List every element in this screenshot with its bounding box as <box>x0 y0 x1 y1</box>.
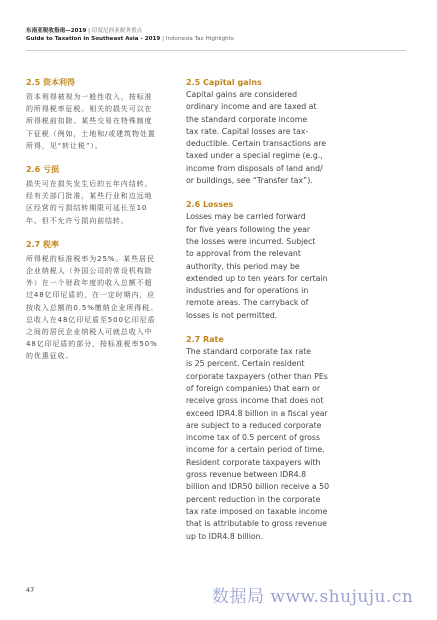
paragraph-line: extended up to ten years for certain <box>186 273 328 283</box>
paragraph-line: 的优惠征收。 <box>26 352 74 361</box>
paragraph-line: up to IDR4.8 billion. <box>186 531 264 541</box>
paragraph-line: income from disposals of land and/ <box>186 163 323 173</box>
paragraph-line: are subject to a reduced corporate <box>186 420 322 430</box>
paragraph-line: 损失可在损失发生后的五年内结转。 <box>26 180 153 189</box>
paragraph-line: Losses may be carried forward <box>186 212 306 222</box>
header-english-line: Guide to Taxation in Southeast Asia - 2019 | Indonesia Tax Highlights <box>26 36 234 42</box>
paragraph-line: 年。但不允许亏损向前结转。 <box>26 216 129 225</box>
paragraph-line: 的所得税率征税。相关的损失可以在 <box>26 105 153 114</box>
paragraph-line: tax rate imposed on taxable income <box>186 506 328 516</box>
paragraph-line: or buildings, see “Transfer tax”). <box>186 176 313 186</box>
paragraph-line: industries and for operations in <box>186 286 309 296</box>
paragraph-line: losses is not permitted. <box>186 310 278 320</box>
english-column <box>186 78 338 543</box>
header-chinese-line: 东南亚税收指南—2019 | 印度尼西亚税务重点 <box>26 28 143 34</box>
paragraph-line: Capital gains are considered <box>186 90 298 99</box>
paragraph-line: gross revenue between IDR4.8 <box>186 470 307 480</box>
paragraph-line: ordinary income and are taxed at <box>186 102 317 112</box>
section-capital-gains-en <box>186 78 338 187</box>
paragraph-line: 所得，见“转让税”）。 <box>26 141 103 150</box>
watermark: 数据局 www.shujuju.cn <box>212 587 414 607</box>
paragraph-line: exceed IDR4.8 billion in a fiscal year <box>186 408 328 418</box>
section-title: 2.6 Losses <box>186 200 234 210</box>
section-rate-zh <box>26 240 176 363</box>
paragraph-line: The standard corporate tax rate <box>186 347 312 357</box>
paragraph-line: for five years following the year <box>186 224 311 234</box>
header-en-subtitle: Indonesia Tax Highlights <box>165 36 234 42</box>
paragraph-line: 企业纳税人（外国公司的常设机构除 <box>26 267 153 276</box>
section-title: 2.6 亏损 <box>26 165 59 175</box>
paragraph-line: remote areas. The carryback of <box>186 298 309 308</box>
paragraph-line: receive gross income that does not <box>186 396 324 406</box>
paragraph-line: billion and IDR50 billion receive a 50 <box>186 482 330 492</box>
paragraph-line: 经有关部门批准，某些行业和边远地 <box>26 192 153 201</box>
paragraph-line: the standard corporate income <box>186 114 308 124</box>
paragraph-line: 下征税（例如，土地和/或建筑物处置 <box>26 129 156 138</box>
paragraph-line: income for a certain period of time. <box>186 445 325 455</box>
paragraph-line: 所得税的标准税率为25%。某些居民 <box>26 254 155 263</box>
section-losses-zh <box>26 165 176 227</box>
paragraph-line: 48亿印尼盾的部分，按标准税率50% <box>26 340 158 349</box>
header-en-title: Guide to Taxation in Southeast Asia - 2019 <box>26 36 161 42</box>
section-losses-en <box>186 200 338 322</box>
page-header <box>26 27 416 43</box>
section-title: 2.5 Capital gains <box>186 78 262 87</box>
paragraph-line: deductible. Certain transactions are <box>186 139 327 149</box>
paragraph-line: taxed under a special regime (e.g., <box>186 151 323 161</box>
chinese-column <box>26 78 176 363</box>
paragraph-line: 区经营的亏损结转期限可延长至10 <box>26 204 148 213</box>
paragraph-line: that is attributable to gross revenue <box>186 519 327 529</box>
paragraph-line: tax rate. Capital losses are tax- <box>186 126 309 136</box>
paragraph-line: Resident corporate taxpayers with <box>186 457 321 467</box>
paragraph-line: 按收入总额的0.5%缴纳企业所得税。 <box>26 303 158 312</box>
header-divider <box>26 50 406 51</box>
header-cn-title: 东南亚税收指南 <box>26 28 66 34</box>
section-capital-gains-zh <box>26 78 176 152</box>
page-number: 47 <box>26 586 35 594</box>
paragraph-line: of foreign companies) that earn or <box>186 383 321 393</box>
paragraph-line: percent reduction in the corporate <box>186 494 321 504</box>
section-title: 2.7 Rate <box>186 335 224 345</box>
header-cn-year: —2019 <box>65 28 87 34</box>
header-cn-subtitle: 印度尼西亚税务重点 <box>91 28 143 34</box>
paragraph-line: 总收入在48亿印尼盾至500亿印尼盾 <box>26 315 156 324</box>
section-rate-en <box>186 335 338 543</box>
paragraph-line: the losses were incurred. Subject <box>186 236 316 246</box>
paragraph-line: 之间的居民企业纳税人可就总收入中 <box>26 328 153 337</box>
paragraph-line: to approval from the relevant <box>186 249 301 259</box>
paragraph-line: is 25 percent. Certain resident <box>186 359 305 369</box>
section-title: 2.5 资本利得 <box>26 78 75 87</box>
paragraph-line: income tax of 0.5 percent of gross <box>186 433 321 443</box>
paragraph-line: 所得税前扣除。某些交易在特殊制度 <box>26 117 153 126</box>
paragraph-line: 资本利得被视为一般性收入，按标准 <box>26 93 153 101</box>
paragraph-line: authority, this period may be <box>186 261 300 271</box>
paragraph-line: 过48亿印尼盾的，在一定时期内，应 <box>26 291 156 300</box>
paragraph-line: 外）在一个财政年度的收入总额不超 <box>26 279 153 288</box>
paragraph-line: corporate taxpayers (other than PEs <box>186 371 328 381</box>
section-title: 2.7 税率 <box>26 239 59 249</box>
